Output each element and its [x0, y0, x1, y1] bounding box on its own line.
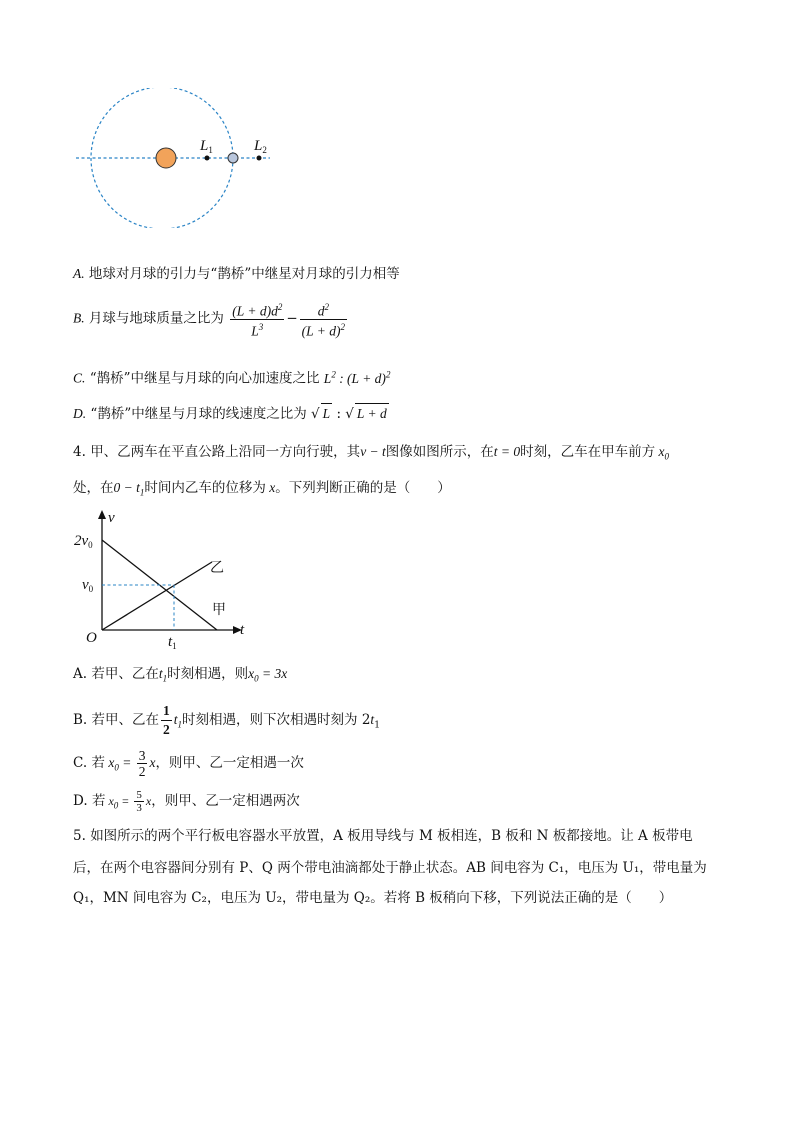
two-t1: $2t_1$ — [357, 712, 380, 731]
q4-option-c — [73, 748, 304, 779]
option-text: 时刻相遇，则下次相遇时刻为 — [182, 712, 358, 728]
stem-text: 时刻，乙车在甲车前方 — [520, 444, 656, 460]
vt-symbol: v − t — [360, 444, 386, 459]
option-text: 若 — [91, 793, 106, 809]
q3-option-c — [73, 364, 390, 389]
q4-option-a — [73, 664, 287, 689]
yi-label: 乙 — [210, 560, 224, 576]
origin-label: O — [86, 630, 97, 646]
yi-line — [102, 562, 212, 630]
fraction-five-thirds: $\frac{5}{3}$ — [136, 789, 142, 814]
option-letter: B. — [73, 310, 85, 326]
x0-equals-3x: $x_0 = 3x$ — [248, 666, 288, 684]
option-letter: C. — [73, 755, 88, 771]
option-text: “鹊桥”中继星与月球的线速度之比为 — [90, 406, 307, 422]
q5-stem-line2 — [73, 858, 707, 878]
option-text: 若甲、乙在 — [91, 666, 159, 682]
q5-stem-line1 — [73, 826, 693, 846]
v-axis-label: v — [108, 510, 115, 526]
option-letter: D. — [73, 406, 87, 421]
tick-2v0: $2v_0$ — [74, 533, 93, 550]
acceleration-ratio: $L^2$ : $(L + d)^2$ — [323, 369, 391, 386]
q4-stem-line2 — [73, 478, 451, 503]
option-text: 时刻相遇，则 — [167, 666, 249, 682]
x-symbol: x — [149, 755, 156, 770]
q3-option-b: B. 月球与地球质量之比为 $\frac{(L + d)d^2}{L^3}$ − $\frac{d^2}{(L + d)^2}$ — [73, 302, 346, 338]
question-number: 5. — [73, 828, 86, 844]
l1-point — [205, 156, 210, 161]
t1-symbol: $t_1$ — [158, 666, 168, 684]
stem-text: 。下列判断正确的是（ ） — [275, 480, 451, 496]
orbit-figure — [60, 88, 290, 228]
option-text: ，则甲、乙一定相遇两次 — [151, 793, 300, 809]
x-symbol: x — [145, 794, 152, 808]
q4-stem-line1 — [73, 442, 669, 467]
option-text: ，则甲、乙一定相遇一次 — [155, 755, 304, 771]
x-symbol: x — [265, 480, 276, 495]
option-letter: B. — [73, 712, 88, 728]
q5-stem-line3 — [73, 888, 672, 908]
stem-text: 后，在两个电容器间分别有 P、Q 两个带电油滴都处于静止状态。AB 间电容为 C₁，电压为 U₁，带电量为 — [73, 860, 707, 876]
fraction-half: $\frac{1}{2}$ — [163, 703, 170, 737]
option-text: 若甲、乙在 — [91, 712, 160, 728]
tick-v0: $v_0$ — [82, 577, 94, 594]
fraction-mass-ratio-1: $\frac{(L + d)d^2}{L^3}$ — [232, 302, 283, 338]
q4-option-b — [73, 702, 380, 739]
earth-sphere — [156, 148, 176, 168]
q3-option-a — [73, 264, 400, 284]
v-axis-arrow — [98, 510, 106, 519]
option-letter: C. — [73, 370, 86, 386]
stem-text: Q₁，MN 间电容为 C₂，电压为 U₂，带电量为 Q₂。若将 B 板稍向下移，下列说法正确的是（ ） — [73, 890, 673, 906]
option-letter: D. — [73, 793, 88, 809]
option-text: 月球与地球质量之比为 — [88, 310, 224, 327]
vt-graph — [72, 506, 262, 652]
option-text: “鹊桥”中继星与月球的向心加速度之比 — [89, 370, 320, 387]
option-text: 地球对月球的引力与“鹊桥”中继星对月球的引力相等 — [88, 266, 400, 282]
l2-point — [257, 156, 262, 161]
q4-option-d — [73, 789, 300, 815]
tick-t1: $t_1$ — [168, 634, 177, 651]
velocity-ratio: √ L : √ L + d — [311, 406, 389, 422]
question-number: 4. — [73, 444, 86, 460]
moon-sphere — [228, 153, 238, 163]
stem-text: 如图所示的两个平行板电容器水平放置，A 板用导线与 M 板相连，B 板和 N 板都接地。让 A 板带电 — [90, 828, 693, 844]
t-equals-zero: t = 0 — [493, 444, 521, 459]
stem-text: 甲、乙两车在平直公路上沿同一方向行驶，其 — [90, 444, 361, 460]
option-letter: A. — [73, 266, 85, 281]
fraction-three-halves: $\frac{3}{2}$ — [138, 748, 146, 779]
l2-label: $L_2$ — [254, 138, 267, 155]
x0-equals: $x_0$ = — [104, 755, 135, 773]
l1-label: $L_1$ — [200, 138, 213, 155]
option-text: 若 — [91, 755, 105, 771]
q3-option-d — [73, 403, 389, 424]
stem-text: 时间内乙车的位移为 — [144, 480, 266, 496]
t1-symbol: $t_1$ — [173, 712, 183, 730]
stem-text: 处，在 — [73, 480, 114, 496]
option-letter: A. — [73, 666, 88, 682]
fraction-mass-ratio-2: $\frac{d^2}{(L + d)^2}$ — [301, 302, 346, 338]
x0-equals: $x_0$ = — [105, 794, 133, 811]
t-axis-label: t — [240, 622, 245, 638]
jia-label: 甲 — [212, 602, 226, 618]
x0-symbol: $x_0$ — [655, 444, 670, 462]
time-interval: $0 - t_1$ — [113, 480, 145, 498]
stem-text: 图像如图所示，在 — [385, 444, 494, 460]
